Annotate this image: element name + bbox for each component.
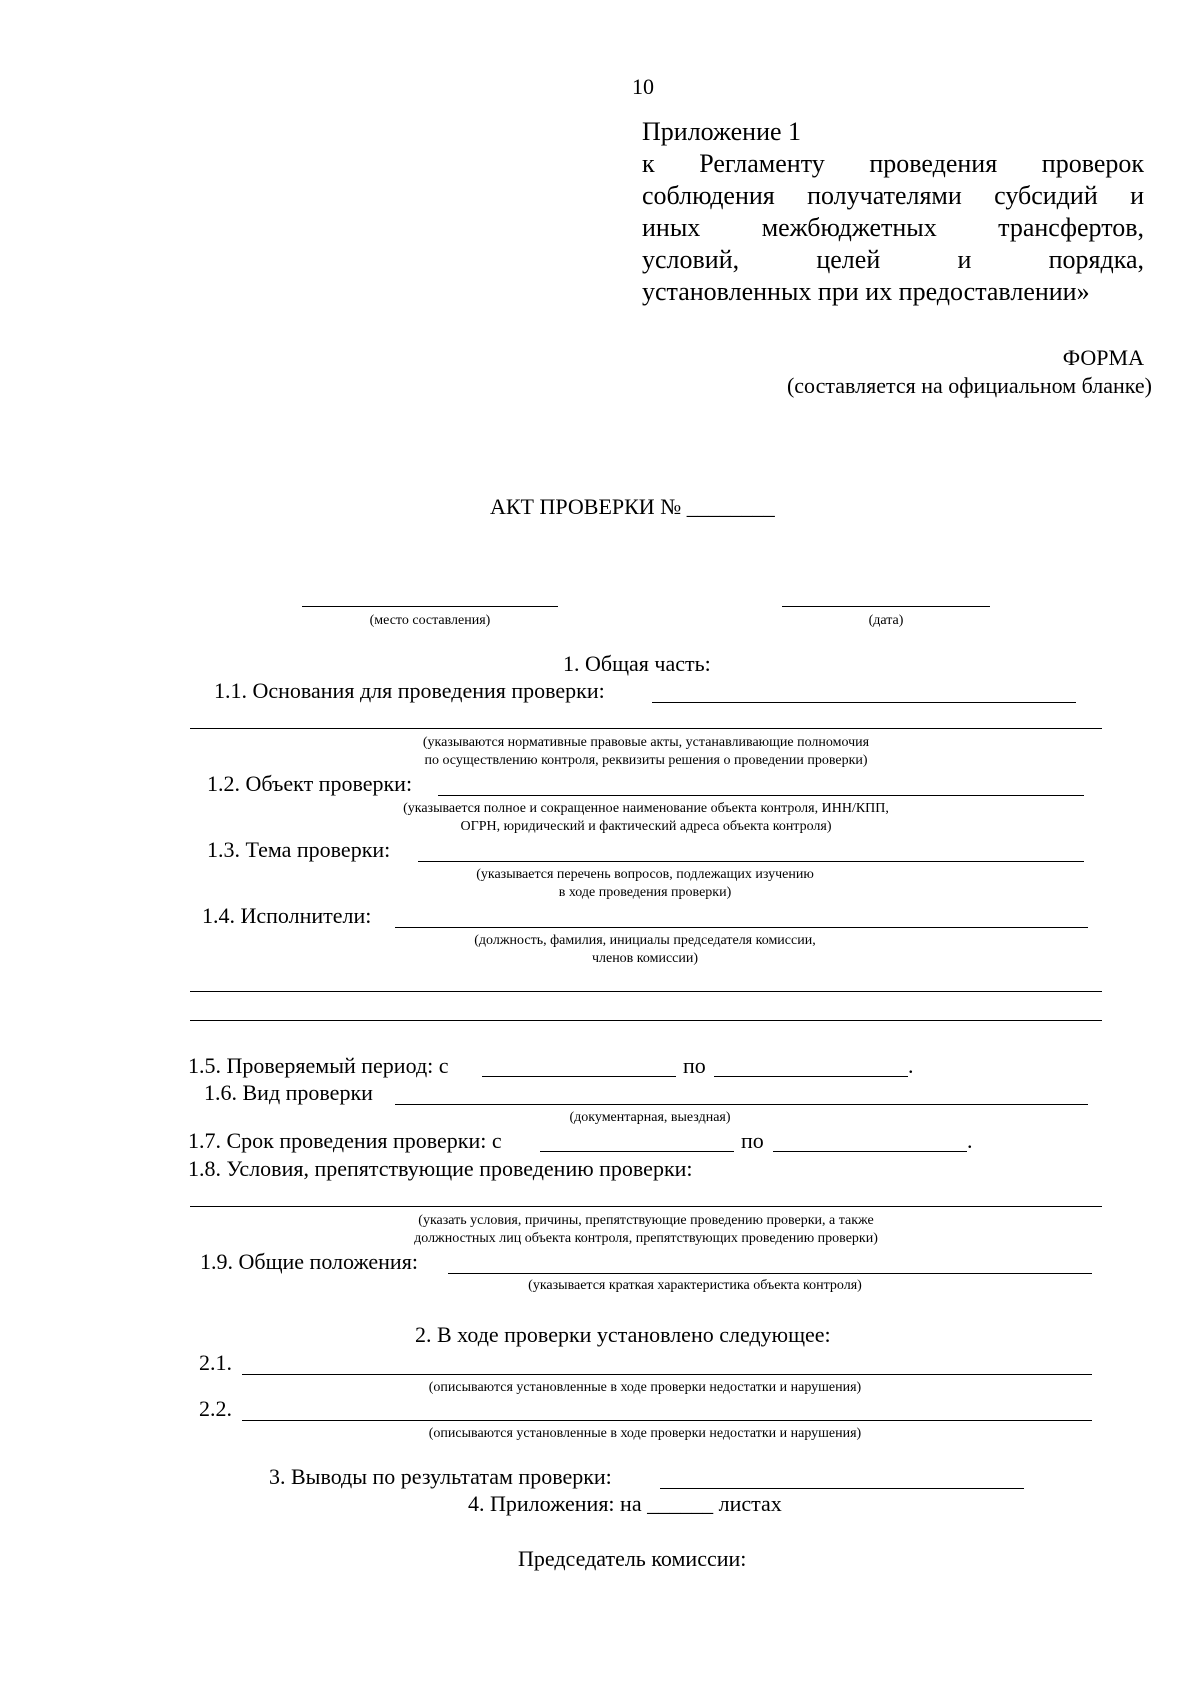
finding-1-label: 2.1. [199,1350,232,1375]
act-title-text: АКТ ПРОВЕРКИ № [490,494,682,519]
general-label: 1.9. Общие положения: [200,1249,418,1274]
attachments-label: 4. Приложения: на [468,1491,642,1516]
term-end: . [967,1128,973,1153]
term-to-label: по [741,1128,764,1153]
act-title [490,494,775,520]
term-label: 1.7. Срок проведения проверки: с [188,1128,502,1153]
executors-field-line-2[interactable] [190,991,1102,992]
finding-1-caption: (описываются установленные в ходе проверки недостатки и нарушения) [428,1380,862,1395]
general-field[interactable] [448,1273,1092,1274]
date-underline [782,606,990,607]
topic-field[interactable] [418,861,1084,862]
executors-field[interactable] [395,927,1088,928]
finding-2-label: 2.2. [199,1396,232,1421]
topic-caption-2: в ходе проведения проверки) [558,885,732,900]
type-caption: (документарная, выездная) [569,1110,731,1125]
type-field[interactable] [395,1104,1088,1105]
appendix-line-4: условий, целей и порядка, [642,245,1144,274]
general-caption: (указывается краткая характеристика объекта контроля) [528,1278,862,1293]
period-end: . [908,1053,914,1078]
attachments-count-blank[interactable]: ______ [647,1491,714,1516]
topic-label: 1.3. Тема проверки: [207,837,391,862]
grounds-field-line-2[interactable] [190,728,1102,729]
conclusions-label: 3. Выводы по результатам проверки: [269,1464,612,1489]
object-caption-2: ОГРН, юридический и фактический адреса объекта контроля) [460,819,832,834]
term-to-field[interactable] [773,1151,967,1152]
grounds-field[interactable] [652,702,1076,703]
place-caption: (место составления) [369,613,491,628]
obstacles-caption-2: должностных лиц объекта контроля, препятствующих проведению проверки) [414,1231,878,1246]
type-label: 1.6. Вид проверки [204,1080,373,1105]
attachments-line [468,1491,782,1517]
chairman-label: Председатель комиссии: [518,1546,747,1571]
appendix-line-5: установленных при их предоставлении» [642,277,1090,306]
obstacles-field[interactable] [190,1206,1102,1207]
period-to-field[interactable] [714,1076,908,1077]
object-label: 1.2. Объект проверки: [207,771,413,796]
section1-heading: 1. Общая часть: [563,651,711,676]
finding-2-caption: (описываются установленные в ходе проверки недостатки и нарушения) [428,1426,862,1441]
conclusions-field[interactable] [660,1488,1024,1489]
appendix-line-2: соблюдения получателями субсидий и [642,181,1144,210]
act-number-blank: ________ [686,494,775,519]
place-underline [302,606,558,607]
finding-2-field[interactable] [242,1420,1092,1421]
period-label: 1.5. Проверяемый период: с [188,1053,449,1078]
attachments-suffix: листах [718,1491,782,1516]
appendix-line-1: к Регламенту проведения проверок [642,149,1144,178]
page-number: 10 [632,74,654,99]
executors-label: 1.4. Исполнители: [202,903,372,928]
executors-field-line-3[interactable] [190,1020,1102,1021]
grounds-label: 1.1. Основания для проведения проверки: [214,678,605,703]
grounds-caption-2: по осуществлению контроля, реквизиты решения о проведении проверки) [424,753,868,768]
object-caption-1: (указывается полное и сокращенное наименование объекта контроля, ИНН/КПП, [403,801,889,816]
forma-note: (составляется на официальном бланке) [786,373,1152,398]
period-to-label: по [683,1053,706,1078]
executors-caption-2: членов комиссии) [591,951,699,966]
forma-label: ФОРМА [1062,345,1144,370]
period-from-field[interactable] [482,1076,676,1077]
obstacles-caption-1: (указать условия, причины, препятствующие проведению проверки, а также [418,1213,874,1228]
term-from-field[interactable] [540,1151,734,1152]
finding-1-field[interactable] [242,1374,1092,1375]
appendix-title: Приложение 1 [642,117,802,146]
obstacles-label: 1.8. Условия, препятствующие проведению проверки: [188,1156,693,1181]
topic-caption-1: (указывается перечень вопросов, подлежащих изучению [476,867,814,882]
appendix-line-3: иных межбюджетных трансфертов, [642,213,1144,242]
grounds-caption-1: (указываются нормативные правовые акты, устанавливающие полномочия [422,735,870,750]
date-caption: (дата) [868,613,904,628]
object-field[interactable] [438,795,1084,796]
executors-caption-1: (должность, фамилия, инициалы председателя комиссии, [474,933,816,948]
section2-heading: 2. В ходе проверки установлено следующее: [415,1322,831,1347]
